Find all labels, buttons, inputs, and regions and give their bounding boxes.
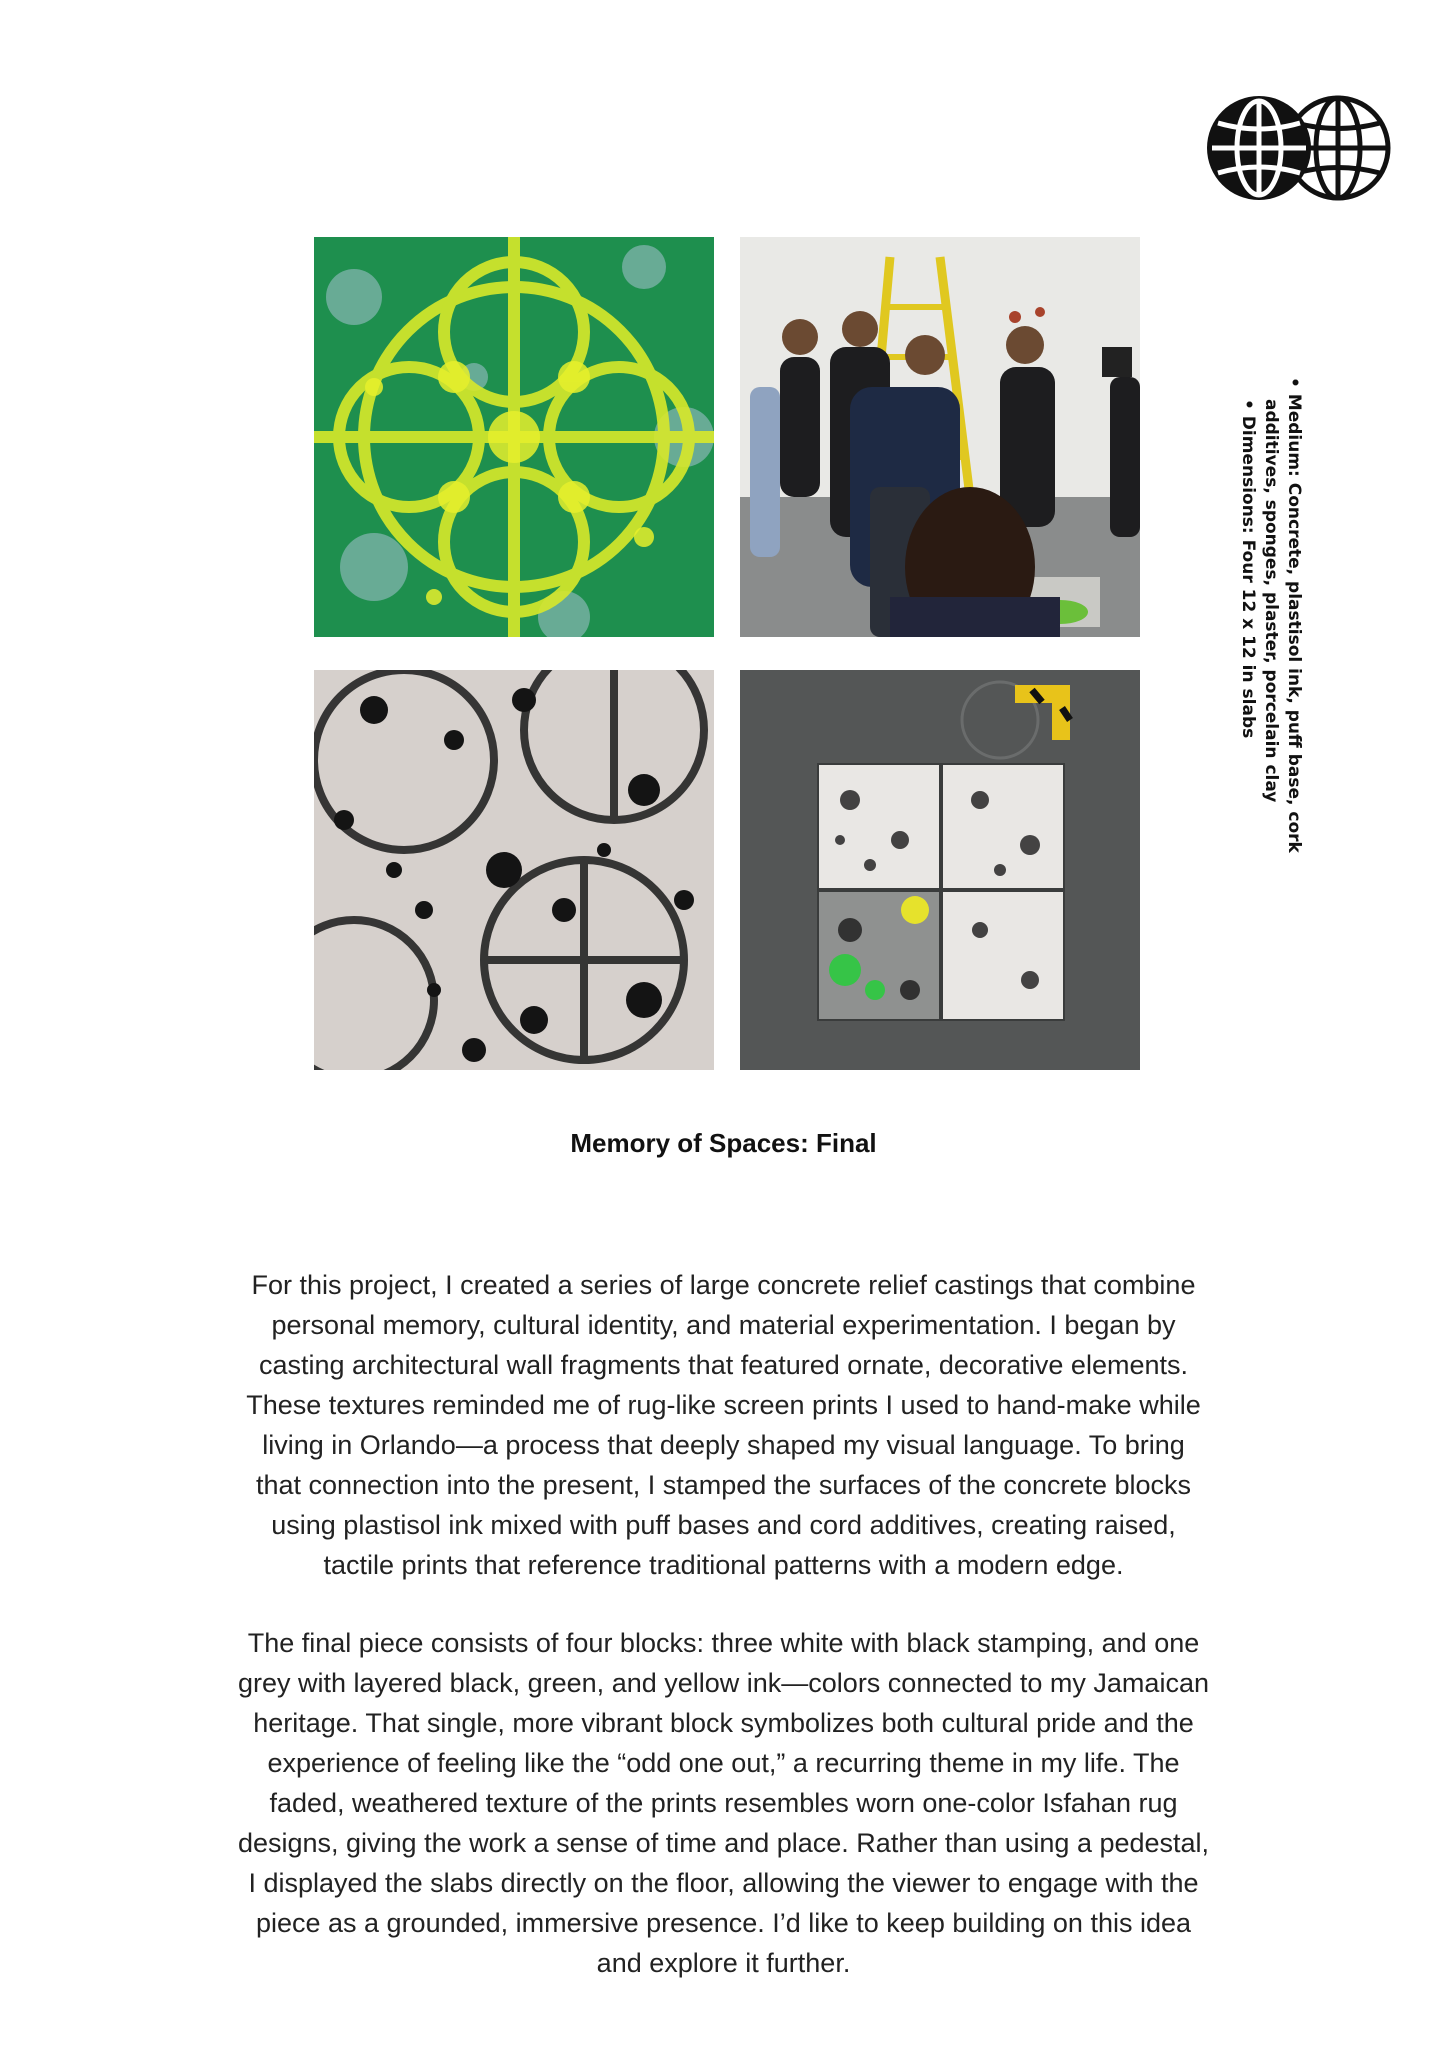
paragraph-line: I displayed the slabs directly on the floor, allowing the viewer to engage with the bbox=[248, 1868, 1199, 1898]
medium-dimensions-notes bbox=[1215, 377, 1305, 977]
gallery-critique-photo bbox=[740, 237, 1140, 637]
paragraph-line: casting architectural wall fragments that featured ornate, decorative elements. bbox=[259, 1350, 1188, 1380]
green-yellow-stamp-closeup bbox=[314, 237, 714, 637]
paragraph-line: that connection into the present, I stamped the surfaces of the concrete blocks bbox=[255, 1470, 1192, 1500]
paragraph-line: The final piece consists of four blocks: three white with black stamping, and one bbox=[247, 1628, 1200, 1658]
paragraph-line: For this project, I created a series of large concrete relief castings that combine bbox=[251, 1270, 1196, 1300]
paragraph-line: heritage. That single, more vibrant block symbolizes both cultural pride and the bbox=[253, 1708, 1194, 1738]
paragraph-line: tactile prints that reference traditional patterns with a modern edge. bbox=[323, 1550, 1124, 1580]
paragraph-line: using plastisol ink mixed with puff bases and cord additives, creating raised, bbox=[271, 1510, 1176, 1540]
paragraph-line: personal memory, cultural identity, and material experimentation. I began by bbox=[271, 1310, 1176, 1340]
paragraph-line: These textures reminded me of rug-like screen prints I used to hand-make while bbox=[246, 1390, 1201, 1420]
double-globe-logo bbox=[1202, 92, 1397, 204]
paragraph-line: designs, giving the work a sense of time and place. Rather than using a pedestal, bbox=[237, 1828, 1210, 1858]
medium-line-1: • Medium: Concrete, plastisol ink, puff base, cork bbox=[1284, 377, 1304, 853]
page-title: Memory of Spaces: Final bbox=[570, 1128, 877, 1158]
paragraph-line: and explore it further. bbox=[596, 1948, 851, 1978]
paragraph-1 bbox=[140, 1265, 1307, 1585]
medium-line-2: additives, sponges, plaster, porcelain clay bbox=[1261, 399, 1281, 803]
paragraph-line: experience of feeling like the “odd one out,” a recurring theme in my life. The bbox=[267, 1748, 1180, 1778]
paragraph-line: living in Orlando—a process that deeply shaped my visual language. To bring bbox=[262, 1430, 1185, 1460]
paragraph-2 bbox=[140, 1623, 1307, 1983]
paragraph-line: faded, weathered texture of the prints resembles worn one-color Isfahan rug bbox=[269, 1788, 1178, 1818]
paragraph-line: grey with layered black, green, and yellow ink—colors connected to my Jamaican bbox=[238, 1668, 1209, 1698]
four-slabs-on-floor bbox=[740, 670, 1140, 1070]
paragraph-line: piece as a grounded, immersive presence. I’d like to keep building on this idea bbox=[255, 1908, 1192, 1938]
dimensions-line: • Dimensions: Four 12 x 12 in slabs bbox=[1238, 399, 1258, 739]
black-stamp-texture-closeup bbox=[314, 670, 714, 1070]
